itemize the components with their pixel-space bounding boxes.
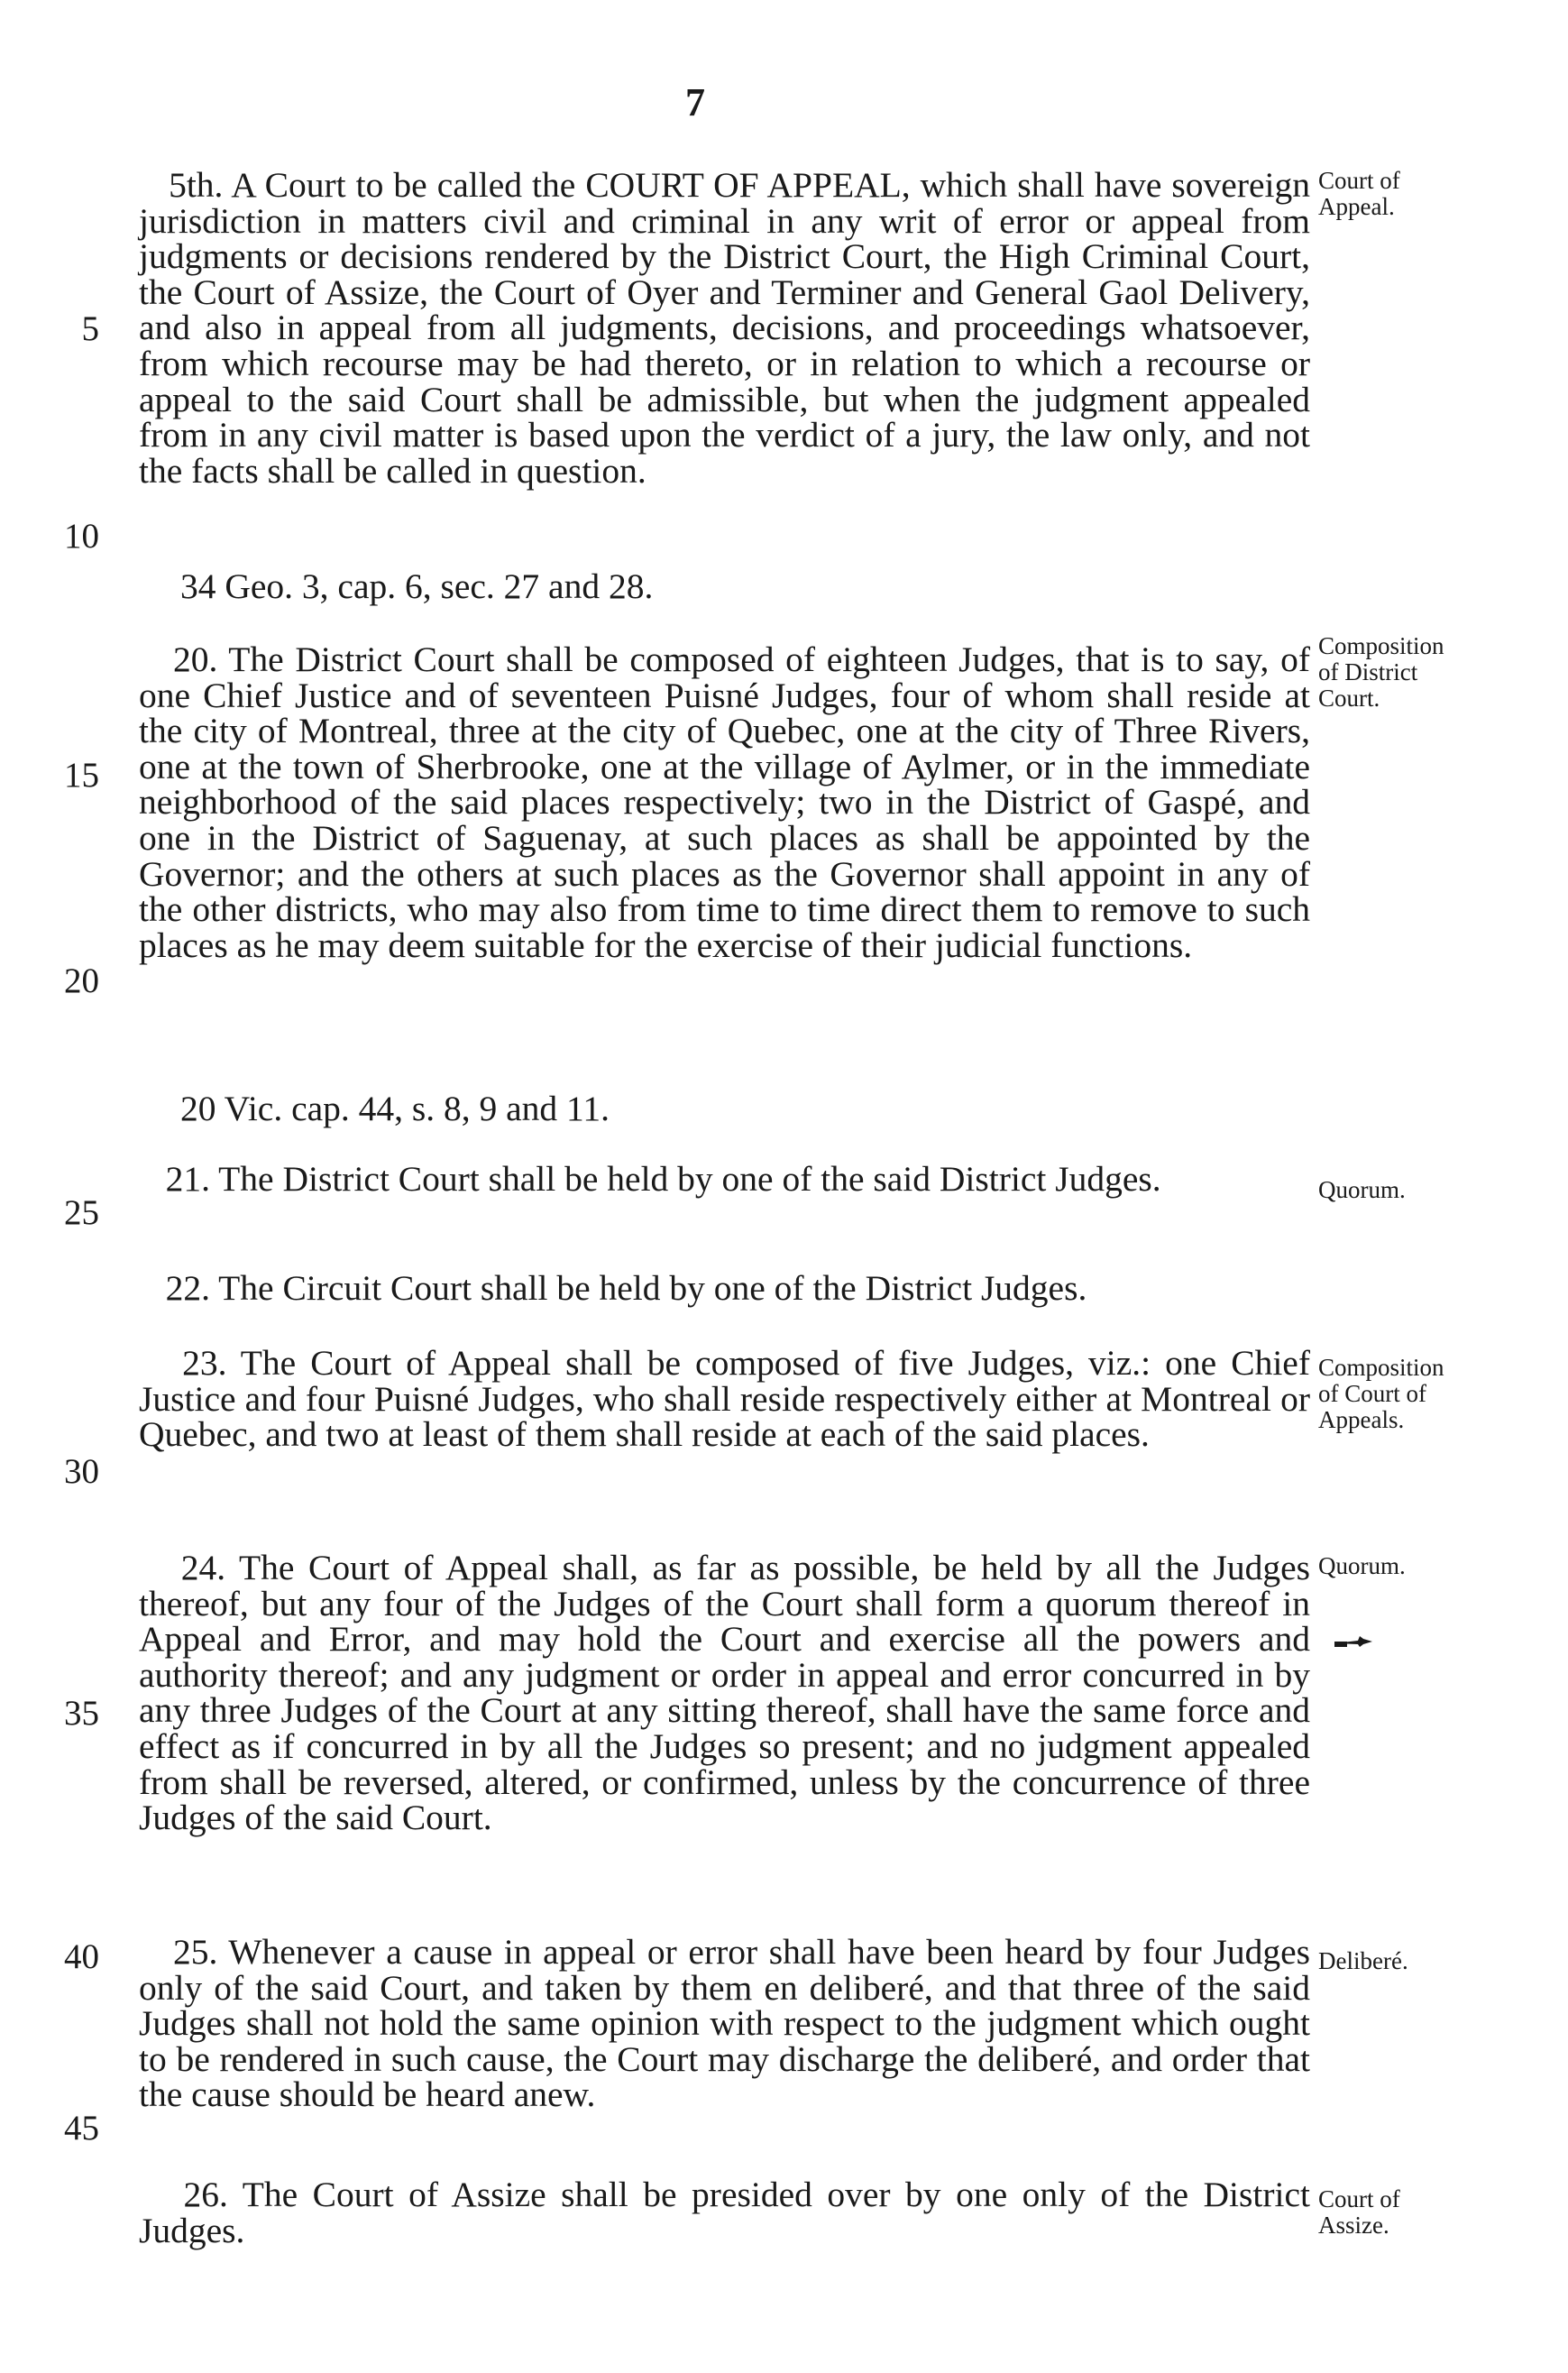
paragraph-22: 22. The Circuit Court shall be held by one of the District Judges. (139, 1268, 1087, 1308)
line-number-15: 15 (64, 756, 99, 795)
line-number-5: 5 (81, 309, 99, 348)
line-number-20: 20 (64, 961, 99, 1000)
section-24 (139, 1550, 1310, 1836)
paragraph-24: 24. The Court of Appeal shall, as far as possible, be held by all the Judges thereof, but any four of the Judges of the Court shall form a quorum thereof in Appeal and Error, and may hold the Court and exercise all the powers and authority thereof; and any judgment or order in appeal and error concurred in by any three Judges of the Court at any sitting thereof, shall have the same force and effect as if concurred in by all the Judges so present; and no judgment appealed from shall be reversed, altered, or confirmed, unless by the concurrence of three Judges of the said Court. (139, 1548, 1310, 1838)
margin-note-delibere: Deliberé. (1318, 1947, 1408, 1974)
section-26 (139, 2177, 1310, 2249)
margin-note-composition-district: Composition of District Court. (1318, 632, 1444, 712)
margin-note-composition-appeals: Composition of Court of Appeals. (1318, 1354, 1444, 1433)
line-number-10: 10 (64, 517, 99, 556)
section-5th (139, 165, 1310, 491)
line-number-30: 30 (64, 1452, 99, 1491)
line-number-40: 40 (64, 1937, 99, 1976)
line-number-35: 35 (64, 1694, 99, 1733)
section-20 (139, 639, 1310, 965)
paragraph-23: 23. The Court of Appeal shall be composed of five Judges, viz.: one Chief Justice and four Puisné Judges, who shall reside respectively either at Montreal or Quebec, and two at least of them shall reside at each of the said places. (139, 1343, 1310, 1455)
line-number-25: 25 (64, 1193, 99, 1232)
paragraph-court-of-appeal: 5th. A Court to be called the COURT OF APPEAL, which shall have sovereign jurisdiction in matters civil and criminal in any writ of error or appeal from judgments or decisions rendered by the District Court, the High Criminal Court, the Court of Assize, the Court of Oyer and Terminer and General Gaol Delivery, and also in appeal from all judgments, decisions, and proceedings whatsoever, from which recourse may be had thereto, or in relation to which a recourse or appeal to the said Court shall be admissible, but when the judgment appealed from in any civil matter is based upon the verdict of a jury, the law only, and not the facts shall be called in question. (139, 165, 1310, 491)
citation-vic: 20 Vic. cap. 44, s. 8, 9 and 11. (180, 1089, 610, 1128)
section-21 (139, 1159, 1310, 1199)
paragraph-20: 20. The District Court shall be composed of eighteen Judges, that is to say, of one Chief Justice and of seventeen Puisné Judges, four of whom shall reside at the city of Montreal, three at the city of Quebec, one at the city of Three Rivers, one at the town of Sherbrooke, one at the village of Aylmer, or in the immediate neighborhood of the said places respectively; two in the District of Gaspé, and one in the District of Saguenay, at such places as shall be appointed by the Governor; and the others at such places as the Governor shall appoint in any of the other districts, who may also from time to time direct them to remove to such places as he may deem suitable for the exercise of their judicial functions. (139, 639, 1310, 965)
page-number: 7 (685, 80, 705, 124)
margin-note-court-of-assize: Court of Assize. (1318, 2185, 1400, 2239)
section-23 (139, 1343, 1310, 1455)
paragraph-21: 21. The District Court shall be held by one of the said District Judges. (139, 1159, 1161, 1199)
margin-note-quorum-1: Quorum. (1318, 1176, 1406, 1203)
citation-geo: 34 Geo. 3, cap. 6, sec. 27 and 28. (180, 566, 654, 606)
pointing-hand-icon (1333, 1631, 1376, 1652)
margin-note-quorum-2: Quorum. (1318, 1552, 1406, 1579)
margin-note-court-of-appeal: Court of Appeal. (1318, 167, 1400, 220)
paragraph-26: 26. The Court of Assize shall be presided over by one only of the District Judges. (139, 2175, 1310, 2250)
section-25 (139, 1932, 1310, 2115)
paragraph-25: 25. Whenever a cause in appeal or error shall have been heard by four Judges only of the said Court, and taken by them en deliberé, and that three of the said Judges shall not hold the same opinion with respect to the judgment which ought to be rendered in such cause, the Court may discharge the deliberé, and order that the cause should be heard anew. (139, 1932, 1310, 2115)
line-number-45: 45 (64, 2109, 99, 2148)
section-22 (139, 1268, 1310, 1308)
